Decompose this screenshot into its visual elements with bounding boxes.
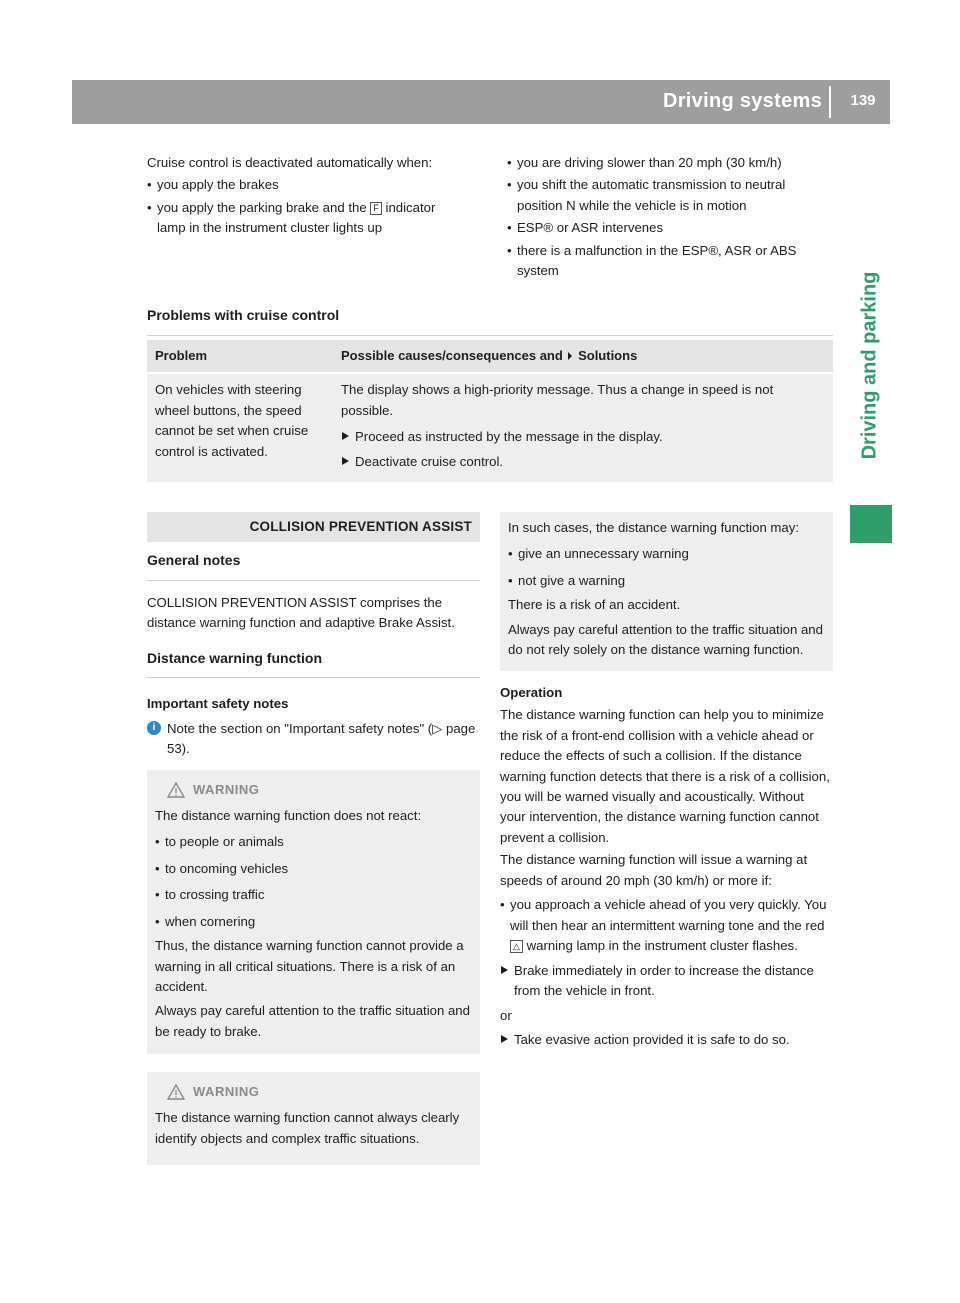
safety-notes-title: Important safety notes	[147, 696, 289, 712]
side-tab-label	[848, 230, 892, 500]
warning-header	[155, 1082, 472, 1102]
box-bullet: • not give a warning	[508, 571, 825, 591]
operation-bullet	[500, 895, 833, 956]
operation-bullet-text: warning lamp in the instrument cluster flashes.	[526, 938, 798, 954]
warning-text: The distance warning function cannot always clearly identify objects and complex traffic situations.	[155, 1110, 460, 1146]
warning-continued-box	[500, 512, 833, 671]
intro-right-bullet: • you shift the automatic transmission to neutral position N while the vehicle is in motion	[507, 175, 833, 216]
cell-problem: On vehicles with steering wheel buttons, the speed cannot be set when cruise control is activated.	[155, 382, 309, 459]
solution-step: Deactivate cruise control.	[341, 452, 825, 472]
warning-label: WARNING	[193, 781, 260, 797]
solution-step: Proceed as instructed by the message in the display.	[341, 427, 825, 447]
problems-section	[147, 305, 833, 336]
box-text: There is a risk of an accident.	[508, 597, 681, 613]
side-tab-text: Driving and parking	[858, 271, 881, 459]
parking-brake-lamp-icon: F	[370, 202, 382, 215]
warning-header	[155, 780, 472, 800]
warning-text: Thus, the distance warning function cannot provide a warning in all critical situations. There is a risk of an accident.	[155, 938, 464, 994]
cpa-banner-text: COLLISION PREVENTION ASSIST	[249, 519, 472, 534]
general-notes-title: General notes	[147, 552, 241, 568]
intro-left	[147, 153, 467, 239]
header-divider	[829, 86, 831, 118]
page-number: 139	[850, 92, 876, 109]
warning-bullet: • when cornering	[155, 912, 472, 932]
intro-right-bullet: • there is a malfunction in the ESP®, ASR or ABS system	[507, 241, 833, 282]
section-rule	[147, 335, 833, 336]
problems-table	[147, 340, 833, 482]
info-note	[147, 719, 480, 760]
intro-bullet-text: indicator lamp in the instrument cluster lights up	[157, 199, 436, 236]
distance-warning-title: Distance warning function	[147, 649, 323, 666]
warning-intro: The distance warning function does not react:	[155, 807, 422, 823]
box-text: Always pay careful attention to the traffic situation and do not rely solely on the distance warning function.	[508, 621, 823, 658]
section-rule	[147, 677, 480, 678]
info-note-text: Note the section on "Important safety notes" (▷ page 53).	[167, 720, 476, 757]
operation-step: Take evasive action provided it is safe to do so.	[500, 1030, 833, 1050]
info-icon: i	[147, 721, 161, 735]
warning-triangle-icon	[167, 782, 185, 798]
intro-right-bullet: • you are driving slower than 20 mph (30 km/h)	[507, 153, 833, 173]
section-rule	[147, 580, 480, 581]
col-causes	[341, 346, 825, 366]
warning-bullet: • to crossing traffic	[155, 885, 472, 905]
operation-title: Operation	[500, 684, 563, 700]
distance-warning-lamp-icon: △	[510, 940, 523, 953]
problems-title: Problems with cruise control	[147, 307, 340, 323]
warning-box-1	[147, 770, 480, 1055]
cause-text: The display shows a high-priority message. Thus a change in speed is not possible.	[341, 382, 774, 418]
side-tab-marker	[850, 505, 892, 543]
intro-bullet: • you apply the brakes	[147, 175, 467, 195]
general-notes-text: COLLISION PREVENTION ASSIST comprises the distance warning function and adaptive Brake Assist.	[147, 594, 455, 631]
cpa-banner	[147, 512, 480, 542]
operation-text: The distance warning function will issue a warning at speeds of around 20 mph (30 km/h) or more if:	[500, 852, 808, 888]
operation-step: Brake immediately in order to increase the distance from the vehicle in front.	[500, 961, 833, 1002]
box-intro: In such cases, the distance warning function may:	[508, 520, 800, 535]
left-column	[147, 550, 480, 1165]
warning-bullet: • to oncoming vehicles	[155, 859, 472, 879]
header-title: Driving systems	[662, 90, 822, 112]
warning-triangle-icon	[167, 1084, 185, 1100]
intro-right	[507, 153, 833, 282]
operation-bullet-text: you approach a vehicle ahead of you very quickly. You will then hear an intermittent warning tone and the red	[510, 897, 827, 933]
intro-right-bullet: • ESP® or ASR intervenes	[507, 218, 833, 238]
or-text: or	[500, 1007, 512, 1023]
col-problem: Problem	[155, 348, 208, 363]
arrow-icon	[568, 352, 572, 360]
warning-bullet: • to people or animals	[155, 832, 472, 852]
intro-bullet	[147, 198, 467, 239]
col-solutions-text: Solutions	[578, 348, 638, 363]
operation-text: The distance warning function can help you to minimize the risk of a front-end collision with a vehicle ahead or reduce the effects of such a collision. If the distance warning function detects that there is a risk of a collision, you will be warned visually and acoustically. Without your intervention, the distance warning function cannot prevent a collision.	[500, 707, 830, 845]
col-causes-text: Possible causes/consequences and	[341, 348, 563, 363]
table-row	[147, 374, 833, 482]
right-column	[500, 512, 833, 1050]
table-header	[147, 340, 833, 372]
intro-bullet-text: you apply the parking brake and the	[157, 199, 367, 215]
intro-text: Cruise control is deactivated automatically when:	[147, 155, 433, 170]
warning-box-2	[147, 1072, 480, 1165]
warning-label: WARNING	[193, 1084, 260, 1100]
cell-causes	[341, 380, 825, 472]
box-bullet: • give an unnecessary warning	[508, 544, 825, 564]
warning-text: Always pay careful attention to the traffic situation and be ready to brake.	[155, 1003, 470, 1039]
